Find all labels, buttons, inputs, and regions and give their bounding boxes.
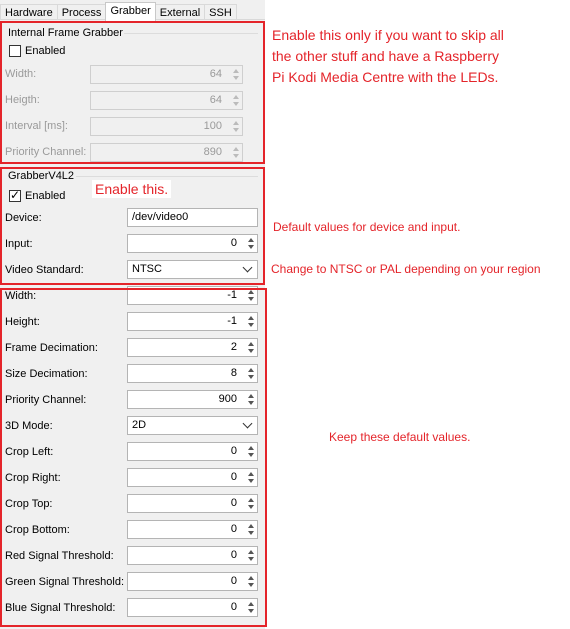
blue-threshold-label: Blue Signal Threshold: — [5, 602, 116, 614]
internal-width-label: Width: — [5, 68, 37, 80]
red-threshold-spinbox[interactable]: 0 — [127, 546, 258, 565]
device-label: Device: — [5, 212, 42, 224]
enable-this-note: Enable this. — [92, 180, 171, 198]
crop-right-spinbox[interactable]: 0 — [127, 468, 258, 487]
priority-channel-spinbox[interactable]: 900 — [127, 390, 258, 409]
internal-enabled-label: Enabled — [25, 45, 66, 57]
crop-right-label: Crop Right: — [5, 472, 61, 484]
internal-interval-label: Interval [ms]: — [5, 120, 68, 132]
size-decimation-label: Size Decimation: — [5, 368, 88, 380]
device-input[interactable]: /dev/video0 — [127, 208, 258, 227]
tab-grabber[interactable]: Grabber — [105, 2, 155, 21]
internal-width-spinbox[interactable]: 64 — [90, 65, 243, 84]
height-label: Height: — [5, 316, 40, 328]
crop-left-spinbox[interactable]: 0 — [127, 442, 258, 461]
internal-priority-spinbox[interactable]: 890 — [90, 143, 243, 162]
frame-decimation-label: Frame Decimation: — [5, 342, 98, 354]
green-threshold-label: Green Signal Threshold: — [5, 576, 125, 588]
internal-interval-spinbox[interactable]: 100 — [90, 117, 243, 136]
tab-hardware[interactable]: Hardware — [0, 4, 58, 20]
width-label: Width: — [5, 290, 37, 302]
annotation-box-defaults — [0, 288, 267, 627]
internal-note-line2: the other stuff and have a Raspberry — [272, 48, 499, 64]
crop-top-spinbox[interactable]: 0 — [127, 494, 258, 513]
internal-height-label: Heigth: — [5, 94, 40, 106]
tab-bar — [0, 2, 236, 20]
crop-left-label: Crop Left: — [5, 446, 54, 458]
internal-note-line1: Enable this only if you want to skip all — [272, 27, 504, 43]
defaults-note: Keep these default values. — [329, 430, 471, 444]
internal-note-line3: Pi Kodi Media Centre with the LEDs. — [272, 69, 499, 85]
v4l2-enabled-label: Enabled — [25, 190, 66, 202]
input-spinbox[interactable]: 0 — [127, 234, 258, 253]
height-spinbox[interactable]: -1 — [127, 312, 258, 331]
video-standard-select[interactable]: NTSC — [127, 260, 258, 279]
crop-bottom-label: Crop Bottom: — [5, 524, 70, 536]
grabber-v4l2-title: GrabberV4L2 — [8, 170, 75, 182]
green-threshold-spinbox[interactable]: 0 — [127, 572, 258, 591]
priority-channel-label: Priority Channel: — [5, 394, 87, 406]
tab-process[interactable]: Process — [57, 4, 107, 20]
width-spinbox[interactable]: -1 — [127, 286, 258, 305]
blue-threshold-spinbox[interactable]: 0 — [127, 598, 258, 617]
standard-note: Change to NTSC or PAL depending on your region — [271, 262, 541, 276]
tab-external[interactable]: External — [155, 4, 205, 20]
internal-frame-grabber-title: Internal Frame Grabber — [8, 27, 123, 39]
crop-top-label: Crop Top: — [5, 498, 53, 510]
tab-ssh[interactable]: SSH — [204, 4, 237, 20]
size-decimation-spinbox[interactable]: 8 — [127, 364, 258, 383]
device-note: Default values for device and input. — [273, 220, 461, 234]
crop-bottom-spinbox[interactable]: 0 — [127, 520, 258, 539]
internal-height-spinbox[interactable]: 64 — [90, 91, 243, 110]
frame-decimation-spinbox[interactable]: 2 — [127, 338, 258, 357]
3d-mode-label: 3D Mode: — [5, 420, 53, 432]
video-standard-label: Video Standard: — [5, 264, 84, 276]
3d-mode-select[interactable]: 2D — [127, 416, 258, 435]
checkmark-icon: ✓ — [10, 188, 21, 202]
annotation-box-internal — [0, 21, 265, 164]
input-label: Input: — [5, 238, 33, 250]
internal-priority-label: Priority Channel: — [5, 146, 87, 158]
red-threshold-label: Red Signal Threshold: — [5, 550, 114, 562]
